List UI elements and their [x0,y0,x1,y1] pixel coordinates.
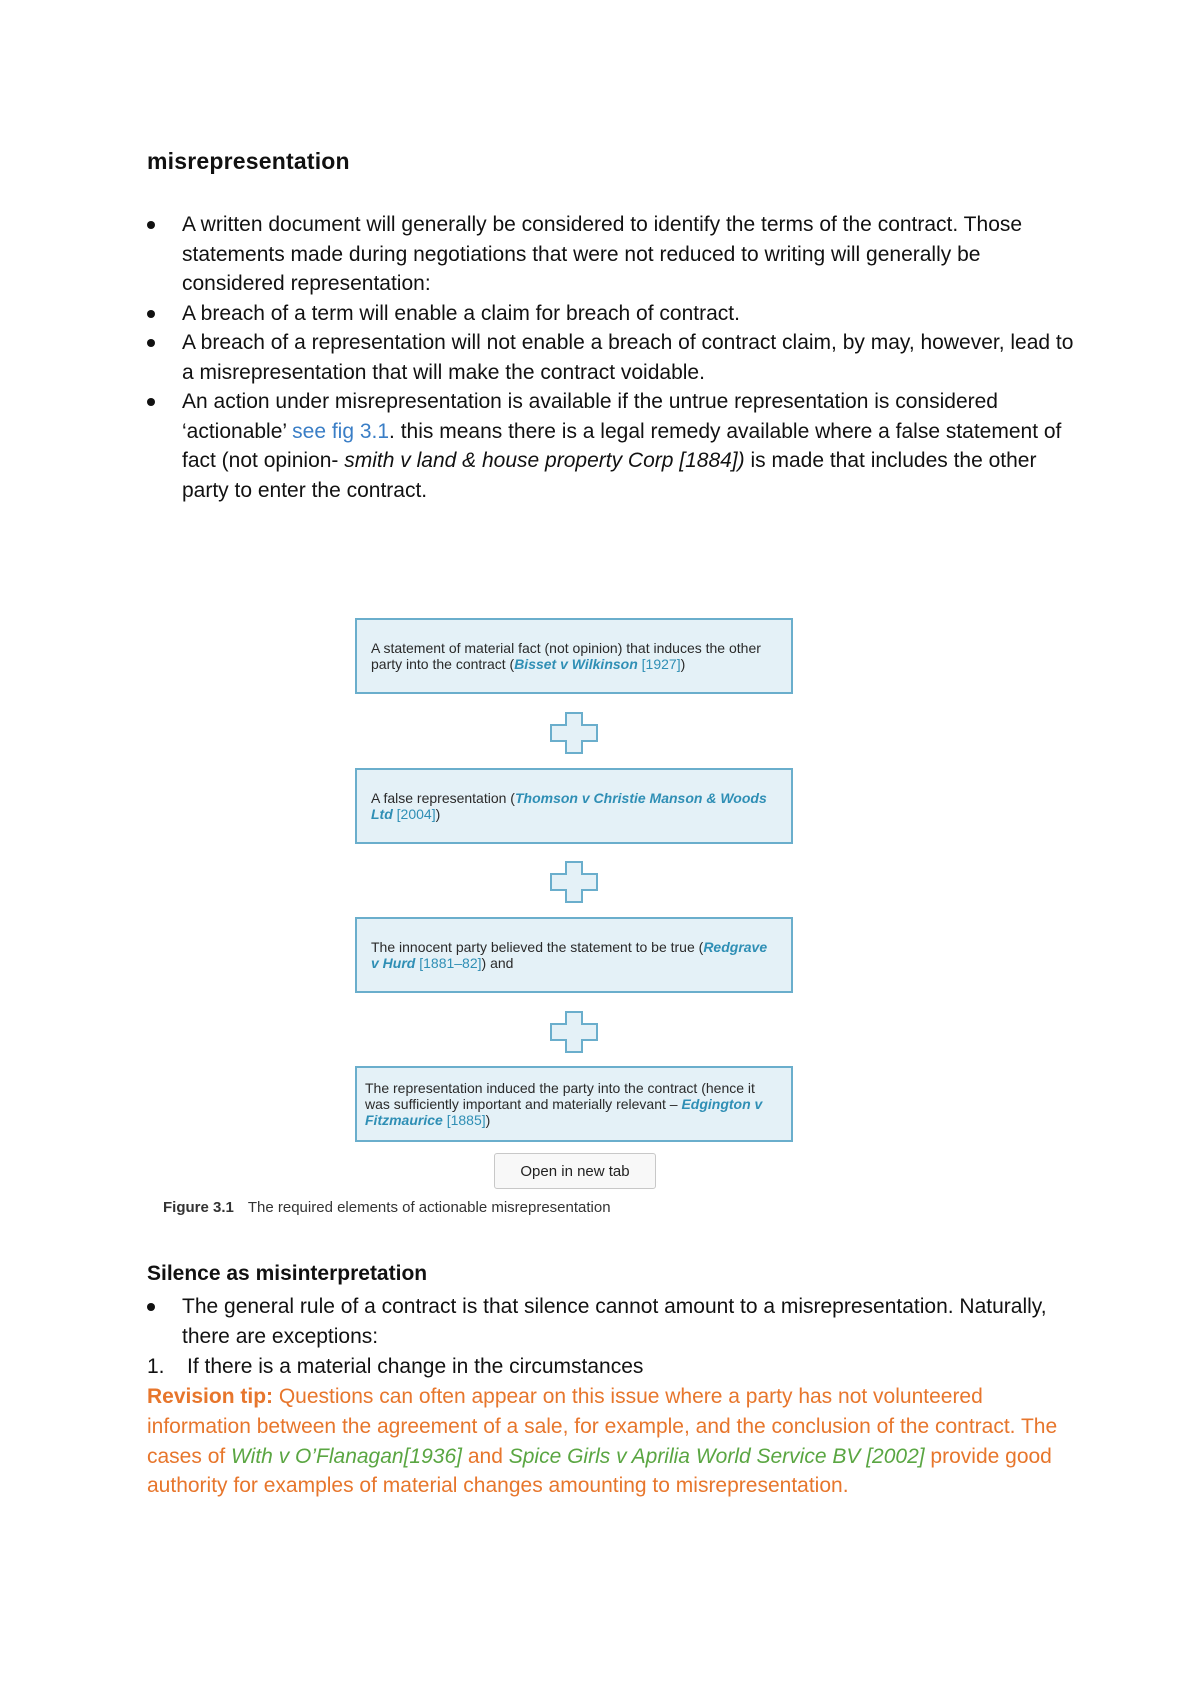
figure-label: Figure 3.1 [163,1199,234,1216]
open-in-new-tab-button[interactable]: Open in new tab [494,1153,656,1189]
figure-box-material-fact [355,618,793,694]
figure-box-text [365,1080,783,1128]
text-span: The innocent party believed the statement to be true ( [371,939,704,955]
numbered-item [147,1352,643,1382]
text-span: A statement of material fact (not opinion) that induces the other party into the contract ( [371,640,761,672]
figure-box-innocent-party [355,917,793,993]
revision-tip-label: Revision tip: [147,1385,274,1408]
page-title: misrepresentation [147,148,350,174]
case-citation: Redgrave v Hurd [371,939,768,971]
text-span: and [462,1444,509,1468]
text-span: Questions can often appear on this issue where a party has not volunteered information between the agreement of a sale, for example, and the conclusion of the contract. The cases of [147,1385,1058,1468]
list-item: The general rule of a contract is that silence cannot amount to a misrepresentation. Naturally, there are exceptions: [147,1292,1077,1351]
text-span: A false representation ( [371,790,515,806]
figure-link[interactable]: see fig 3.1 [292,419,390,443]
text-span: An action under misrepresentation is available if the untrue representation is considered ‘actionable’ [182,390,998,443]
case-citation: Thomson v Christie Manson & Woods Ltd [371,790,767,822]
figure-box-text [371,939,777,971]
list-item: A breach of a term will enable a claim for breach of contract. [147,299,1077,329]
case-year: [1927] [637,656,681,672]
figure-box-false-representation [355,768,793,844]
text-span: ) [485,1112,491,1128]
revision-tip [147,1382,1077,1501]
text-span: ) [680,656,686,672]
item-number: 1. [147,1355,165,1378]
figure-box-inducement [355,1066,793,1142]
case-citation: Spice Girls v Aprilia World Service BV [2002] [508,1444,925,1468]
figure-box-text [371,790,777,822]
plus-icon [550,1011,598,1053]
case-year: [1881–82] [415,955,482,971]
plus-icon [550,861,598,903]
case-year: [2004] [392,806,436,822]
list-item: A written document will generally be considered to identify the terms of the contract. Those statements made during negotiations that were not reduced to writing will generally be considered representation: [147,210,1077,299]
figure-box-text [371,640,777,672]
text-span: is made that includes the other party to enter the contract. [182,449,1037,502]
text-span: The representation induced the party into the contract (hence it was sufficiently important and materially relevant – [365,1080,755,1112]
case-citation: With v O’Flanagan[1936] [231,1444,462,1468]
text-span: . this means there is a legal remedy available where a false statement of fact (not opinion- [182,419,1062,472]
case-year: [1885] [442,1112,486,1128]
item-text: If there is a material change in the circumstances [187,1355,644,1378]
text-span: ) [435,806,441,822]
figure-caption-text: The required elements of actionable misrepresentation [247,1199,611,1216]
case-citation: Edgington v Fitzmaurice [365,1096,763,1128]
case-citation: Bisset v Wilkinson [514,656,638,672]
plus-icon [550,712,598,754]
text-span: provide good authority for examples of material changes amounting to misrepresentation. [147,1444,1052,1498]
figure-caption [163,1199,611,1216]
case-citation: smith v land & house property Corp [1884]) [344,449,745,472]
bullet-list [147,1292,1077,1351]
list-item: A breach of a representation will not enable a breach of contract claim, by may, however, lead to a misrepresentation that will make the contract voidable. [147,328,1077,387]
bullet-list [147,210,1077,505]
text-span: ) and [481,955,514,971]
list-item [147,387,1077,505]
section-heading: Silence as misinterpretation [147,1262,428,1285]
